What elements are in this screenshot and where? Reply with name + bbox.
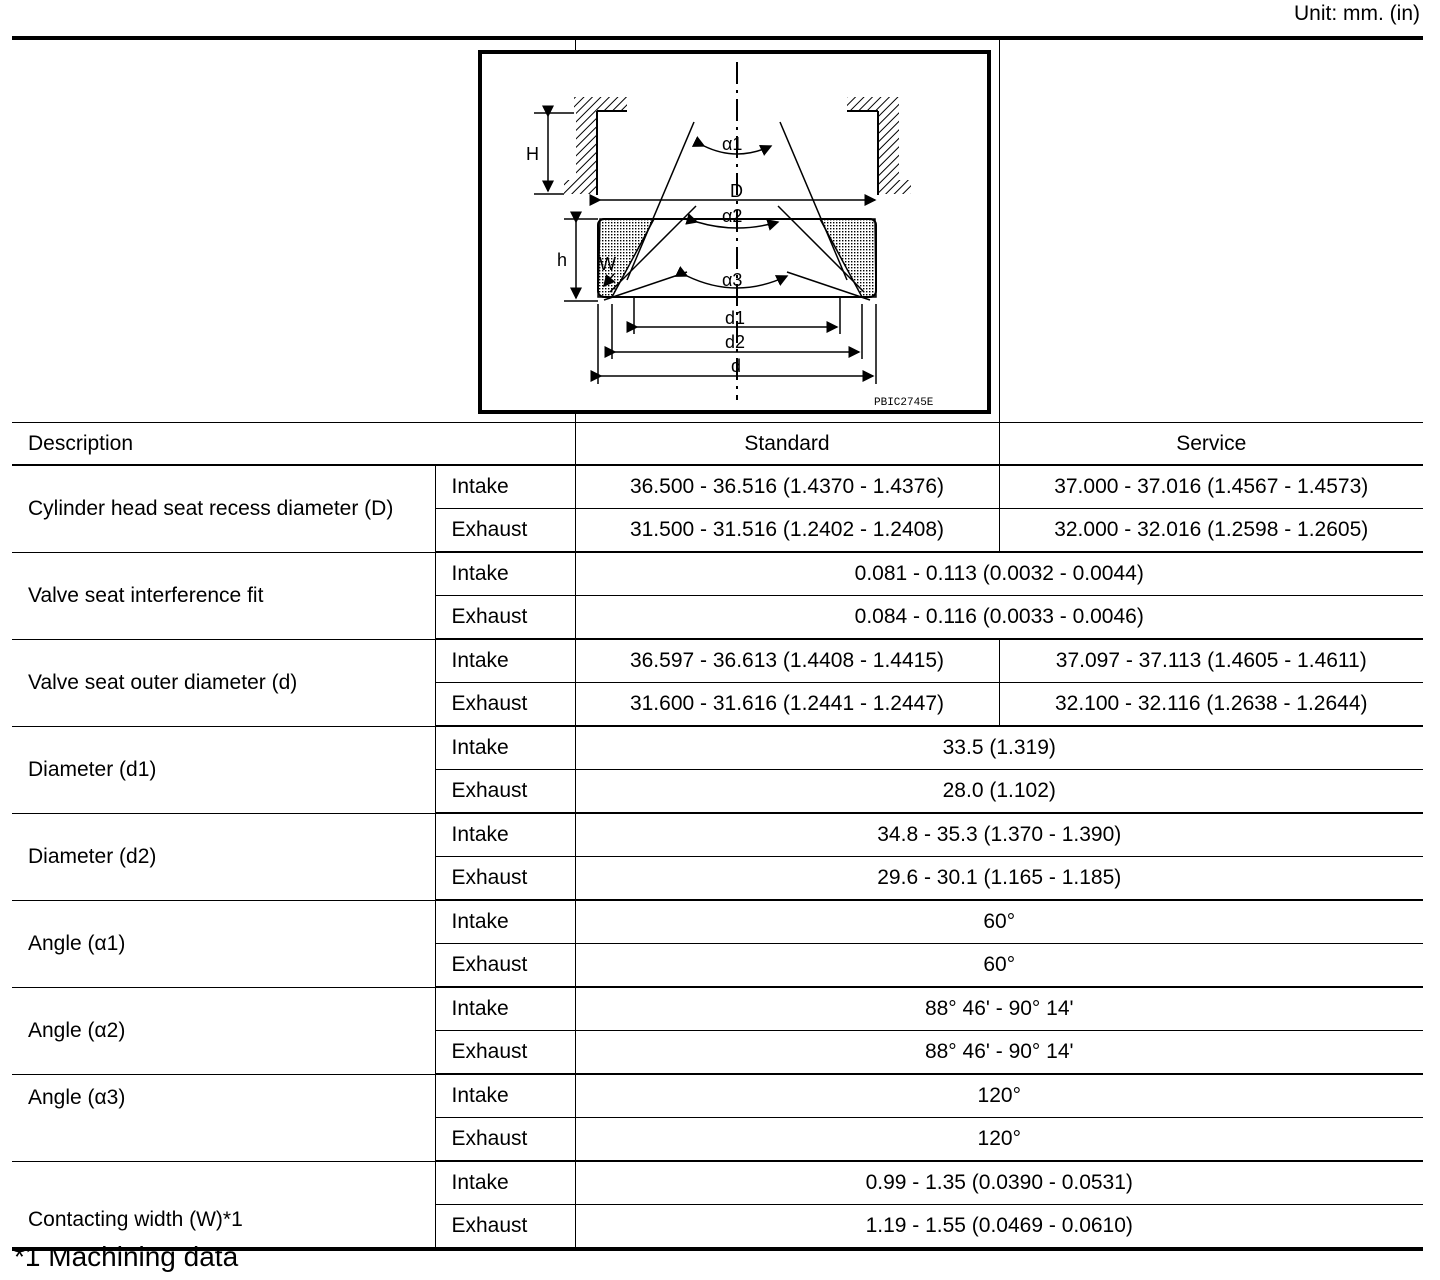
table-row (12, 726, 1423, 770)
row-label-recess: Cylinder head seat recess diameter (D) (12, 465, 435, 552)
row-label-angle-a1: Angle (α1) (12, 900, 435, 987)
valve-seat-diagram (478, 50, 991, 414)
side-exhaust: Exhaust (435, 770, 575, 814)
side-intake: Intake (435, 552, 575, 596)
width-intake-value: 0.99 - 1.35 (0.0390 - 0.0531) (575, 1161, 1423, 1205)
a2-exhaust-value: 88° 46' - 90° 14' (575, 1031, 1423, 1075)
diagram-label-d: d (730, 356, 741, 376)
a1-intake-value: 60° (575, 900, 1423, 944)
figure-cell (525, 38, 999, 423)
side-exhaust: Exhaust (435, 1205, 575, 1250)
side-intake: Intake (435, 1161, 575, 1205)
outer-exhaust-standard: 31.600 - 31.616 (1.2441 - 1.2447) (575, 683, 999, 727)
a3-intake-value: 120° (575, 1074, 1423, 1118)
side-exhaust: Exhaust (435, 1118, 575, 1162)
cylinder-head-right (847, 97, 911, 195)
table-row (12, 465, 1423, 509)
valve-seat-drawing (482, 54, 987, 410)
table-row (12, 552, 1423, 596)
diagram-label-h: h (556, 250, 567, 270)
diagram-label-D: D (729, 181, 743, 201)
side-exhaust: Exhaust (435, 857, 575, 901)
valve-seat-spec-table (12, 36, 1423, 1251)
d1-exhaust-value: 28.0 (1.102) (575, 770, 1423, 814)
side-exhaust: Exhaust (435, 596, 575, 640)
interference-intake-value: 0.081 - 0.113 (0.0032 - 0.0044) (575, 552, 1423, 596)
table-row (12, 1161, 1423, 1205)
diagram-label-W: W (598, 254, 616, 274)
interference-exhaust-value: 0.084 - 0.116 (0.0033 - 0.0046) (575, 596, 1423, 640)
width-exhaust-value: 1.19 - 1.55 (0.0469 - 0.0610) (575, 1205, 1423, 1250)
side-intake: Intake (435, 726, 575, 770)
footnote: *1 Machining data (14, 1241, 239, 1272)
header-description: Description (12, 423, 575, 466)
diagram-label-d2: d2 (724, 332, 745, 352)
row-label-d2: Diameter (d2) (12, 813, 435, 900)
side-intake: Intake (435, 465, 575, 509)
table-row (12, 1074, 1423, 1118)
row-label-outer: Valve seat outer diameter (d) (12, 639, 435, 726)
d2-exhaust-value: 29.6 - 30.1 (1.165 - 1.185) (575, 857, 1423, 901)
row-label-angle-a3: Angle (α3) (12, 1074, 435, 1161)
recess-exhaust-standard: 31.500 - 31.516 (1.2402 - 1.2408) (575, 509, 999, 553)
side-intake: Intake (435, 987, 575, 1031)
side-intake: Intake (435, 1074, 575, 1118)
diagram-label-a1: α1 (721, 134, 742, 154)
row-label-d1: Diameter (d1) (12, 726, 435, 813)
row-label-interference: Valve seat interference fit (12, 552, 435, 639)
outer-intake-service: 37.097 - 37.113 (1.4605 - 1.4611) (999, 639, 1423, 683)
figure-row-blank-right (999, 38, 1423, 423)
row-label-angle-a2: Angle (α2) (12, 987, 435, 1074)
a3-exhaust-value: 120° (575, 1118, 1423, 1162)
diagram-label-H: H (525, 144, 539, 164)
table-row (12, 900, 1423, 944)
unit-label: Unit: mm. (in) (1294, 2, 1420, 25)
side-intake: Intake (435, 900, 575, 944)
side-intake: Intake (435, 639, 575, 683)
side-exhaust: Exhaust (435, 683, 575, 727)
header-row (12, 423, 1423, 466)
outer-intake-standard: 36.597 - 36.613 (1.4408 - 1.4415) (575, 639, 999, 683)
diagram-label-d1: d1 (724, 308, 745, 328)
recess-intake-service: 37.000 - 37.016 (1.4567 - 1.4573) (999, 465, 1423, 509)
a2-intake-value: 88° 46' - 90° 14' (575, 987, 1423, 1031)
table-row (12, 813, 1423, 857)
header-standard: Standard (575, 423, 999, 466)
cylinder-head-left (564, 97, 627, 195)
side-exhaust: Exhaust (435, 944, 575, 988)
diagram-code: PBIC2745E (873, 397, 933, 409)
diagram-label-a2: α2 (721, 206, 742, 226)
side-exhaust: Exhaust (435, 509, 575, 553)
diagram-label-a3: α3 (721, 270, 742, 290)
a1-exhaust-value: 60° (575, 944, 1423, 988)
d1-intake-value: 33.5 (1.319) (575, 726, 1423, 770)
side-intake: Intake (435, 813, 575, 857)
side-exhaust: Exhaust (435, 1031, 575, 1075)
recess-intake-standard: 36.500 - 36.516 (1.4370 - 1.4376) (575, 465, 999, 509)
figure-row (12, 38, 1423, 423)
header-service: Service (999, 423, 1423, 466)
d2-intake-value: 34.8 - 35.3 (1.370 - 1.390) (575, 813, 1423, 857)
table-row (12, 639, 1423, 683)
outer-exhaust-service: 32.100 - 32.116 (1.2638 - 1.2644) (999, 683, 1423, 727)
table-row (12, 987, 1423, 1031)
row-label-contact-width: Contacting width (W)*1 (12, 1161, 435, 1249)
recess-exhaust-service: 32.000 - 32.016 (1.2598 - 1.2605) (999, 509, 1423, 553)
